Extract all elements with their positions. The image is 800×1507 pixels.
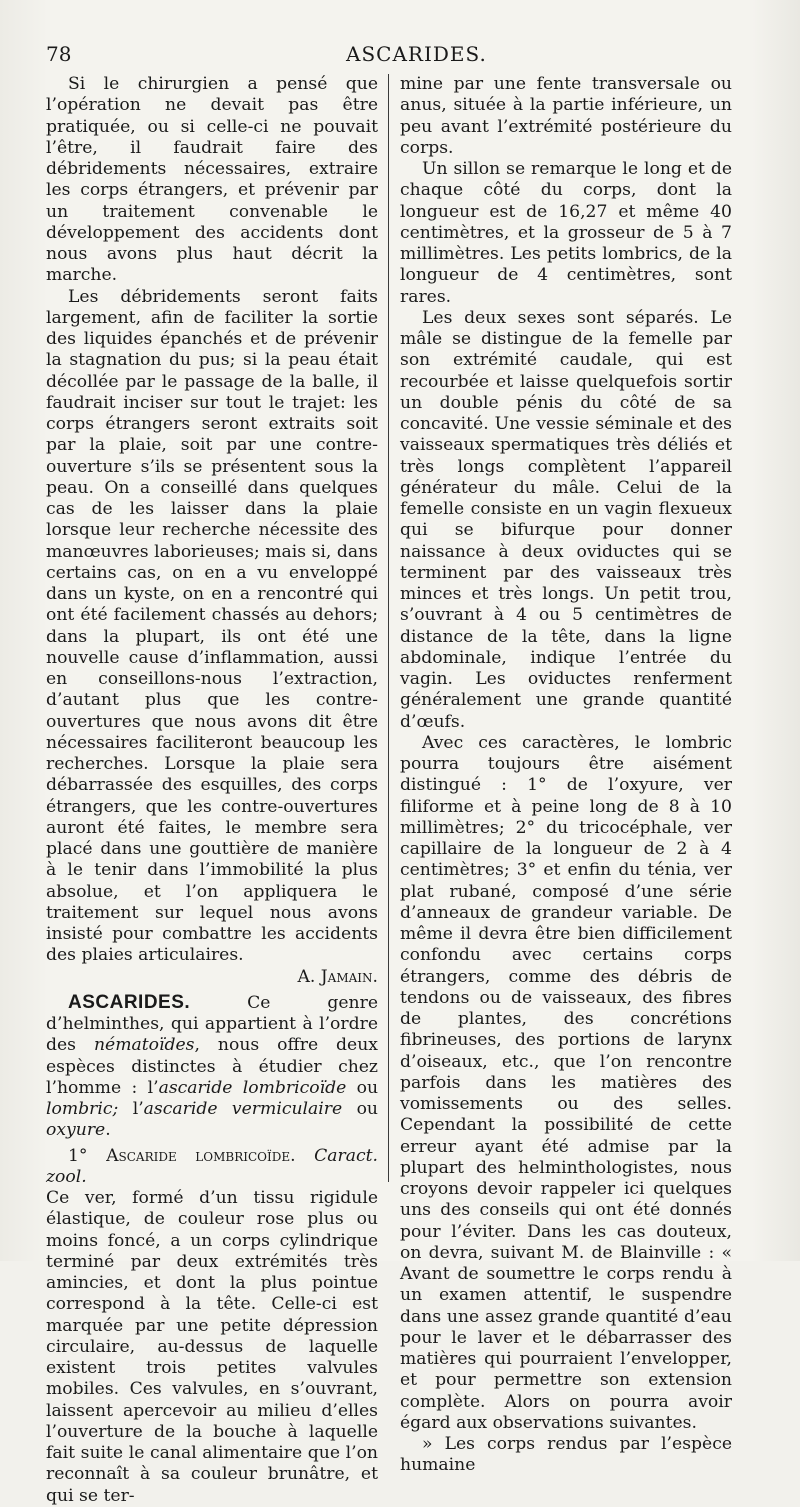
section-label: Ascaride lombricoïde.: [106, 1145, 296, 1166]
page-number: 78: [46, 42, 72, 66]
page-header: [46, 42, 738, 76]
running-head: ASCARIDES.: [346, 42, 487, 66]
paragraph: mine par une fente transversale ou anus, située à la partie inférieure, un peu avant l’extrémité postérieure du corps.: [400, 74, 732, 158]
entry-intro-paragraph: ASCARIDES. Ce genre d’helminthes, qui appartient à l’ordre des nématoïdes, nous offre deux espèces distinctes à étudier chez l’homme : l’ascaride lombricoïde ou lombric; l’ascaride vermiculaire ou oxyure.: [46, 991, 379, 1141]
paragraph: Les deux sexes sont séparés. Le mâle se distingue de la femelle par son extrémité caudale, qui est recourbée et laisse quelquefois sortir un double pénis du côté de sa concavité. Une vessie séminale et des vaisseaux spermatiques très déliés et très longs complètent l’appareil générateur du mâle. Celui de la femelle consiste en un vagin flexueux qui se bifurque pour donner naissance à deux oviductes qui se terminent par des vaisseaux très minces et très longs. Un petit trou, s’ouvrant à 4 ou 5 centimètres de distance de la tête, dans la ligne abdominale, indique l’entrée du vagin. Les oviductes renferment généralement une grande quantité d’œufs.: [400, 307, 732, 732]
section-heading: 1° Ascaride lombricoïde. Caract. zool.: [46, 1145, 378, 1187]
paragraph: » Les corps rendus par l’espèce humaine: [400, 1434, 732, 1476]
column-divider: [388, 74, 389, 1182]
paragraph: Les débridements seront faits largement, afin de faciliter la sortie des liquides épanchés et de prévenir la stagnation du pus; si la peau était décollée par le passage de la balle, il faudrait inciser sur tout le trajet: les corps étrangers seront extraits soit par la plaie, soit par une contre-ouverture s’ils se présentent sous la peau. On a conseillé dans quelques cas de les laisser dans la plaie lorsque leur recherche nécessite des manœuvres laborieuses; mais si, dans certains cas, on en a vu enveloppé dans un kyste, on en a rencontré qui ont été facilement chassés au dehors; dans la plupart, ils ont été une nouvelle cause d’inflammation, aussi en conseillons-nous l’extraction, d’autant plus que les contre-ouvertures que nous avons dit être nécessaires faciliteront beaucoup les recherches. Lorsque la plaie sera débarrassée des esquilles, des corps étrangers, que les contre-ouvertures auront été faites, le membre sera placé dans une gouttière de manière à le tenir dans l’immobilité la plus absolue, et l’on appliquera le traitement sur lequel nous avons insisté pour combattre les accidents des plaies articulaires.: [46, 286, 378, 966]
paragraph: Un sillon se remarque le long et de chaque côté du corps, dont la longueur est de 16,27 et même 40 centimètres, et la grosseur de 5 à 7 millimètres. Les petits lombrics, de la longueur de 4 centimètres, sont rares.: [400, 159, 732, 307]
paragraph: Avec ces caractères, le lombric pourra toujours être aisément distingué : 1° de l’oxyure, ver filiforme et à peine long de 8 à 10 millimètres; 2° du tricocéphale, ver capillaire de la longueur de 2 à 4 centimètres; 3° et enfin du ténia, ver plat rubané, composé d’une série d’anneaux de grandeur variable. De même il devra être bien difficilement confondu avec certains corps étrangers, comme des débris de tendons ou de vaisseaux, des fibres de plantes, des concrétions fibrineuses, des portions de larynx d’oiseaux, etc., que l’on rencontre parfois dans les matières des vomissements ou des selles. Cependant la possibilité de cette erreur ayant été admise par la plupart des helminthologistes, nous croyons devoir rappeler ici quelques uns des conseils qui ont été donnés pour l’éviter. Dans les cas douteux, on devra, suivant M. de Blainville : « Avant de soumettre le corps rendu à un examen attentif, le suspendre dans une assez grande quantité d’eau pour le laver et le débarrasser des matières qui pourraient l’envelopper, et pour permettre son extension complète. Alors on pourra avoir égard aux observations suivantes.: [400, 732, 732, 1433]
paragraph: Si le chirurgien a pensé que l’opération ne devait pas être pratiquée, ou si celle-ci ne pouvait l’être, il faudrait faire des débridements nécessaires, extraire les corps étrangers, et prévenir par un traitement convenable le développement des accidents dont nous avons plus haut décrit la marche.: [46, 74, 378, 286]
right-column: [400, 74, 732, 1477]
paragraph: Ce ver, formé d’un tissu rigidule élastique, de couleur rose plus ou moins foncé, a un corps cylindrique terminé par deux extrémités très amincies, et dont la plus pointue correspond à la tête. Celle-ci est marquée par une petite dépression circulaire, au-dessus de laquelle existent trois petites valvules mobiles. Ces valvules, en s’ouvrant, laissent apercevoir au milieu d’elles l’ouverture de la bouche à laquelle fait suite le canal alimentaire que l’on reconnaît à sa couleur brunâtre, et qui se ter-: [46, 1188, 378, 1506]
author-signature: A. Jamain.: [297, 966, 378, 987]
entry-title: ASCARIDES.: [68, 991, 191, 1013]
left-column: [46, 74, 378, 1507]
